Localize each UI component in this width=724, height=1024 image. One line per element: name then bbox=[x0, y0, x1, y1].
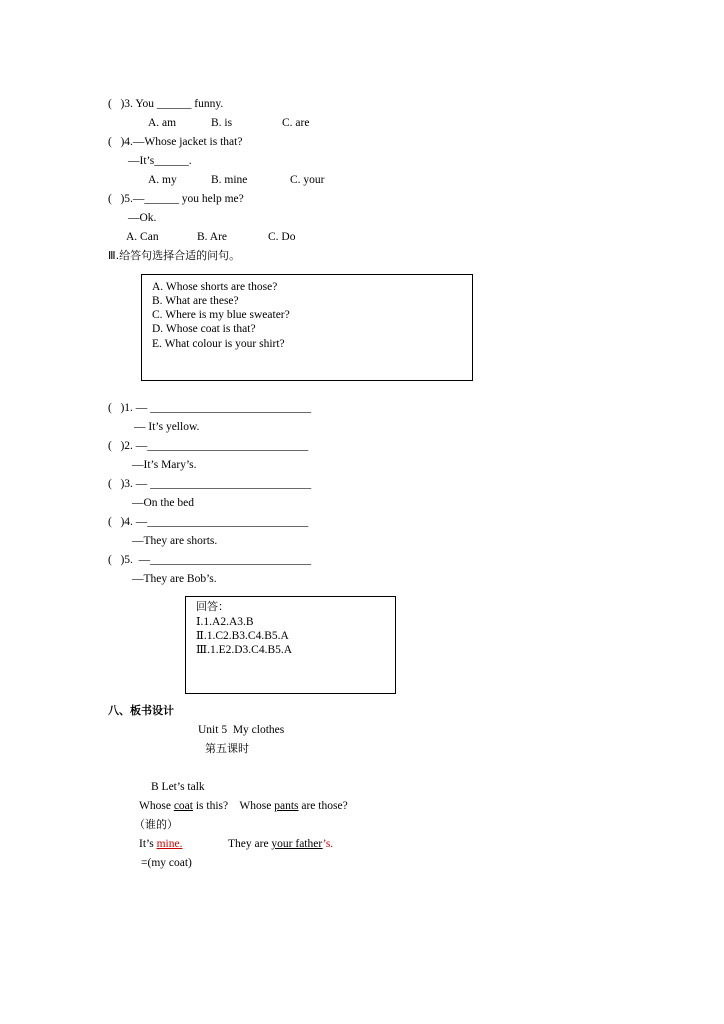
board-heading: 八、板书设计 bbox=[108, 704, 174, 717]
board-lesson: 第五课时 bbox=[205, 742, 249, 755]
line1-text: is this? Whose bbox=[192, 800, 275, 812]
question-4-reply: —It’s______. bbox=[128, 155, 192, 167]
answers-line-3: Ⅲ.1.E2.D3.C4.B5.A bbox=[196, 644, 293, 656]
choices-box bbox=[141, 274, 473, 381]
mine-highlight: mine. bbox=[156, 838, 183, 850]
question-5-reply: —Ok. bbox=[128, 212, 157, 224]
board-unit: Unit 5 My clothes bbox=[198, 724, 285, 736]
choice-c: C. Where is my blue sweater? bbox=[152, 309, 290, 321]
item-1-answer: — It’s yellow. bbox=[134, 421, 200, 433]
board-line-2b bbox=[228, 837, 333, 851]
item-2-answer: —It’s Mary’s. bbox=[132, 459, 197, 471]
question-4: ( )4.—Whose jacket is that? bbox=[108, 136, 243, 148]
question-5: ( )5.—______ you help me? bbox=[108, 193, 244, 205]
line1-text: are those? bbox=[298, 800, 348, 812]
line2-text: They are bbox=[228, 838, 272, 850]
item-3-answer: —On the bed bbox=[132, 497, 194, 509]
item-4-question: ( )4. —____________________________ bbox=[108, 516, 309, 528]
choice-a: A. Whose shorts are those? bbox=[152, 281, 278, 293]
line1-text: Whose bbox=[139, 800, 174, 812]
line2-text: It’s bbox=[139, 838, 157, 850]
option-a: A. am bbox=[148, 117, 177, 129]
board-note: （谁的） bbox=[134, 818, 178, 831]
option-b: B. is bbox=[211, 117, 233, 129]
item-3-question: ( )3. — ____________________________ bbox=[108, 478, 312, 490]
item-5-question: ( )5. —____________________________ bbox=[108, 554, 312, 566]
answers-title: 回答： bbox=[196, 600, 229, 613]
item-2-question: ( )2. —____________________________ bbox=[108, 440, 309, 452]
answers-line-2: Ⅱ.1.C2.B3.C4.B5.A bbox=[196, 630, 289, 642]
board-line-3: =(my coat) bbox=[141, 857, 192, 869]
option-a: A. my bbox=[148, 174, 177, 186]
question-3: ( )3. You ______ funny. bbox=[108, 98, 224, 110]
option-c: C. Do bbox=[268, 231, 296, 243]
board-line-2a bbox=[139, 837, 182, 851]
answers-line-1: Ⅰ.1.A2.A3.B bbox=[196, 616, 254, 628]
option-b: B. Are bbox=[197, 231, 228, 243]
item-1-question: ( )1. — ____________________________ bbox=[108, 402, 312, 414]
underlined-pants: pants bbox=[274, 800, 299, 812]
item-5-answer: —They are Bob’s. bbox=[132, 573, 217, 585]
underlined-coat: coat bbox=[173, 800, 193, 812]
board-section: B Let’s talk bbox=[151, 781, 205, 793]
option-c: C. your bbox=[290, 174, 325, 186]
item-4-answer: —They are shorts. bbox=[132, 535, 218, 547]
possessive-suffix: ’s. bbox=[322, 838, 334, 850]
option-a: A. Can bbox=[126, 231, 159, 243]
option-b: B. mine bbox=[211, 174, 248, 186]
choice-b: B. What are these? bbox=[152, 295, 239, 307]
option-c: C. are bbox=[282, 117, 310, 129]
underlined-your-father: your father bbox=[271, 838, 323, 850]
board-line-1 bbox=[139, 799, 348, 813]
choice-e: E. What colour is your shirt? bbox=[152, 338, 285, 350]
choice-d: D. Whose coat is that? bbox=[152, 323, 256, 335]
answers-box bbox=[185, 596, 396, 694]
part3-heading: Ⅲ.给答句选择合适的问句。 bbox=[108, 249, 241, 262]
